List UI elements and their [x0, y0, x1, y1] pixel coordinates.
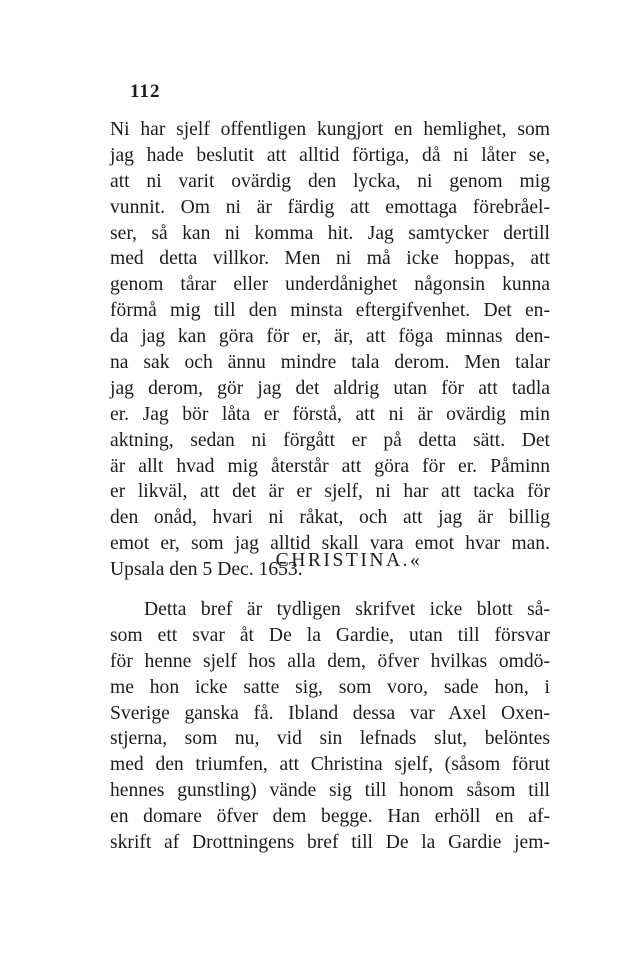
text-line: aktning, sedan ni förgått er på detta sätt. Det — [110, 429, 550, 451]
text-line: emot er, som jag alltid skall vara emot hvar man. — [110, 533, 550, 555]
text-line: Detta bref är tydligen skrifvet icke blott så- — [144, 599, 550, 620]
text-line: Sverige ganska få. Ibland dessa var Axel Oxen- — [110, 702, 550, 724]
text-line: hennes gunstling) vände sig till honom såsom till — [110, 780, 550, 802]
text-line: att ni varit ovärdig den lycka, ni genom mig — [110, 170, 550, 192]
signature-text: CHRISTINA.« — [275, 550, 423, 571]
letter-text — [110, 117, 550, 583]
text-line: den onåd, hvari ni råkat, och att jag är billig — [110, 507, 550, 529]
text-line: Upsala den 5 Dec. 1653. — [110, 559, 303, 581]
text-line: na sak och ännu mindre tala derom. Men talar — [110, 352, 550, 374]
text-line: da jag kan göra för er, är, att föga minnas den- — [110, 326, 550, 348]
text-line: stjerna, som nu, vid sin lefnads slut, belöntes — [110, 728, 550, 750]
text-line: som ett svar åt De la Gardie, utan till försvar — [110, 624, 550, 646]
letter-signature — [0, 550, 624, 572]
text-line: er likväl, att det är er sjelf, ni har att tacka för — [110, 481, 550, 503]
text-line: för henne sjelf hos alla dem, öfver hvilkas omdö- — [110, 650, 550, 672]
text-line: förmå mig till den minsta eftergifvenhet. Det en- — [110, 300, 550, 322]
text-line: jag hade beslutit att alltid förtiga, då ni låter se, — [110, 144, 550, 166]
text-line: med den triumfen, att Christina sjelf, (såsom förut — [110, 754, 550, 776]
text-line: en domare öfver dem begge. Han erhöll en af- — [110, 806, 550, 828]
text-line: skrift af Drottningens bref till De la Gardie jem- — [110, 832, 550, 854]
text-line: vunnit. Om ni är färdig att emottaga förebråel- — [110, 196, 550, 218]
text-line: er. Jag bör låta er förstå, att ni är ovärdig min — [110, 403, 550, 425]
text-line: med detta villkor. Men ni må icke hoppas, att — [110, 248, 550, 270]
text-line: genom tårar eller underdånighet någonsin kunna — [110, 274, 550, 296]
text-line: Ni har sjelf offentligen kungjort en hemlighet, som — [110, 119, 550, 140]
narrative-text — [110, 597, 550, 856]
text-line: jag derom, gör jag det aldrig utan för att tadla — [110, 377, 550, 399]
text-line: är allt hvad mig återstår att göra för er. Påminn — [110, 455, 550, 477]
text-line: me hon icke satte sig, som voro, sade hon, i — [110, 676, 550, 698]
text-line: ser, så kan ni komma hit. Jag samtycker dertill — [110, 222, 550, 244]
page-number: 112 — [130, 81, 161, 102]
